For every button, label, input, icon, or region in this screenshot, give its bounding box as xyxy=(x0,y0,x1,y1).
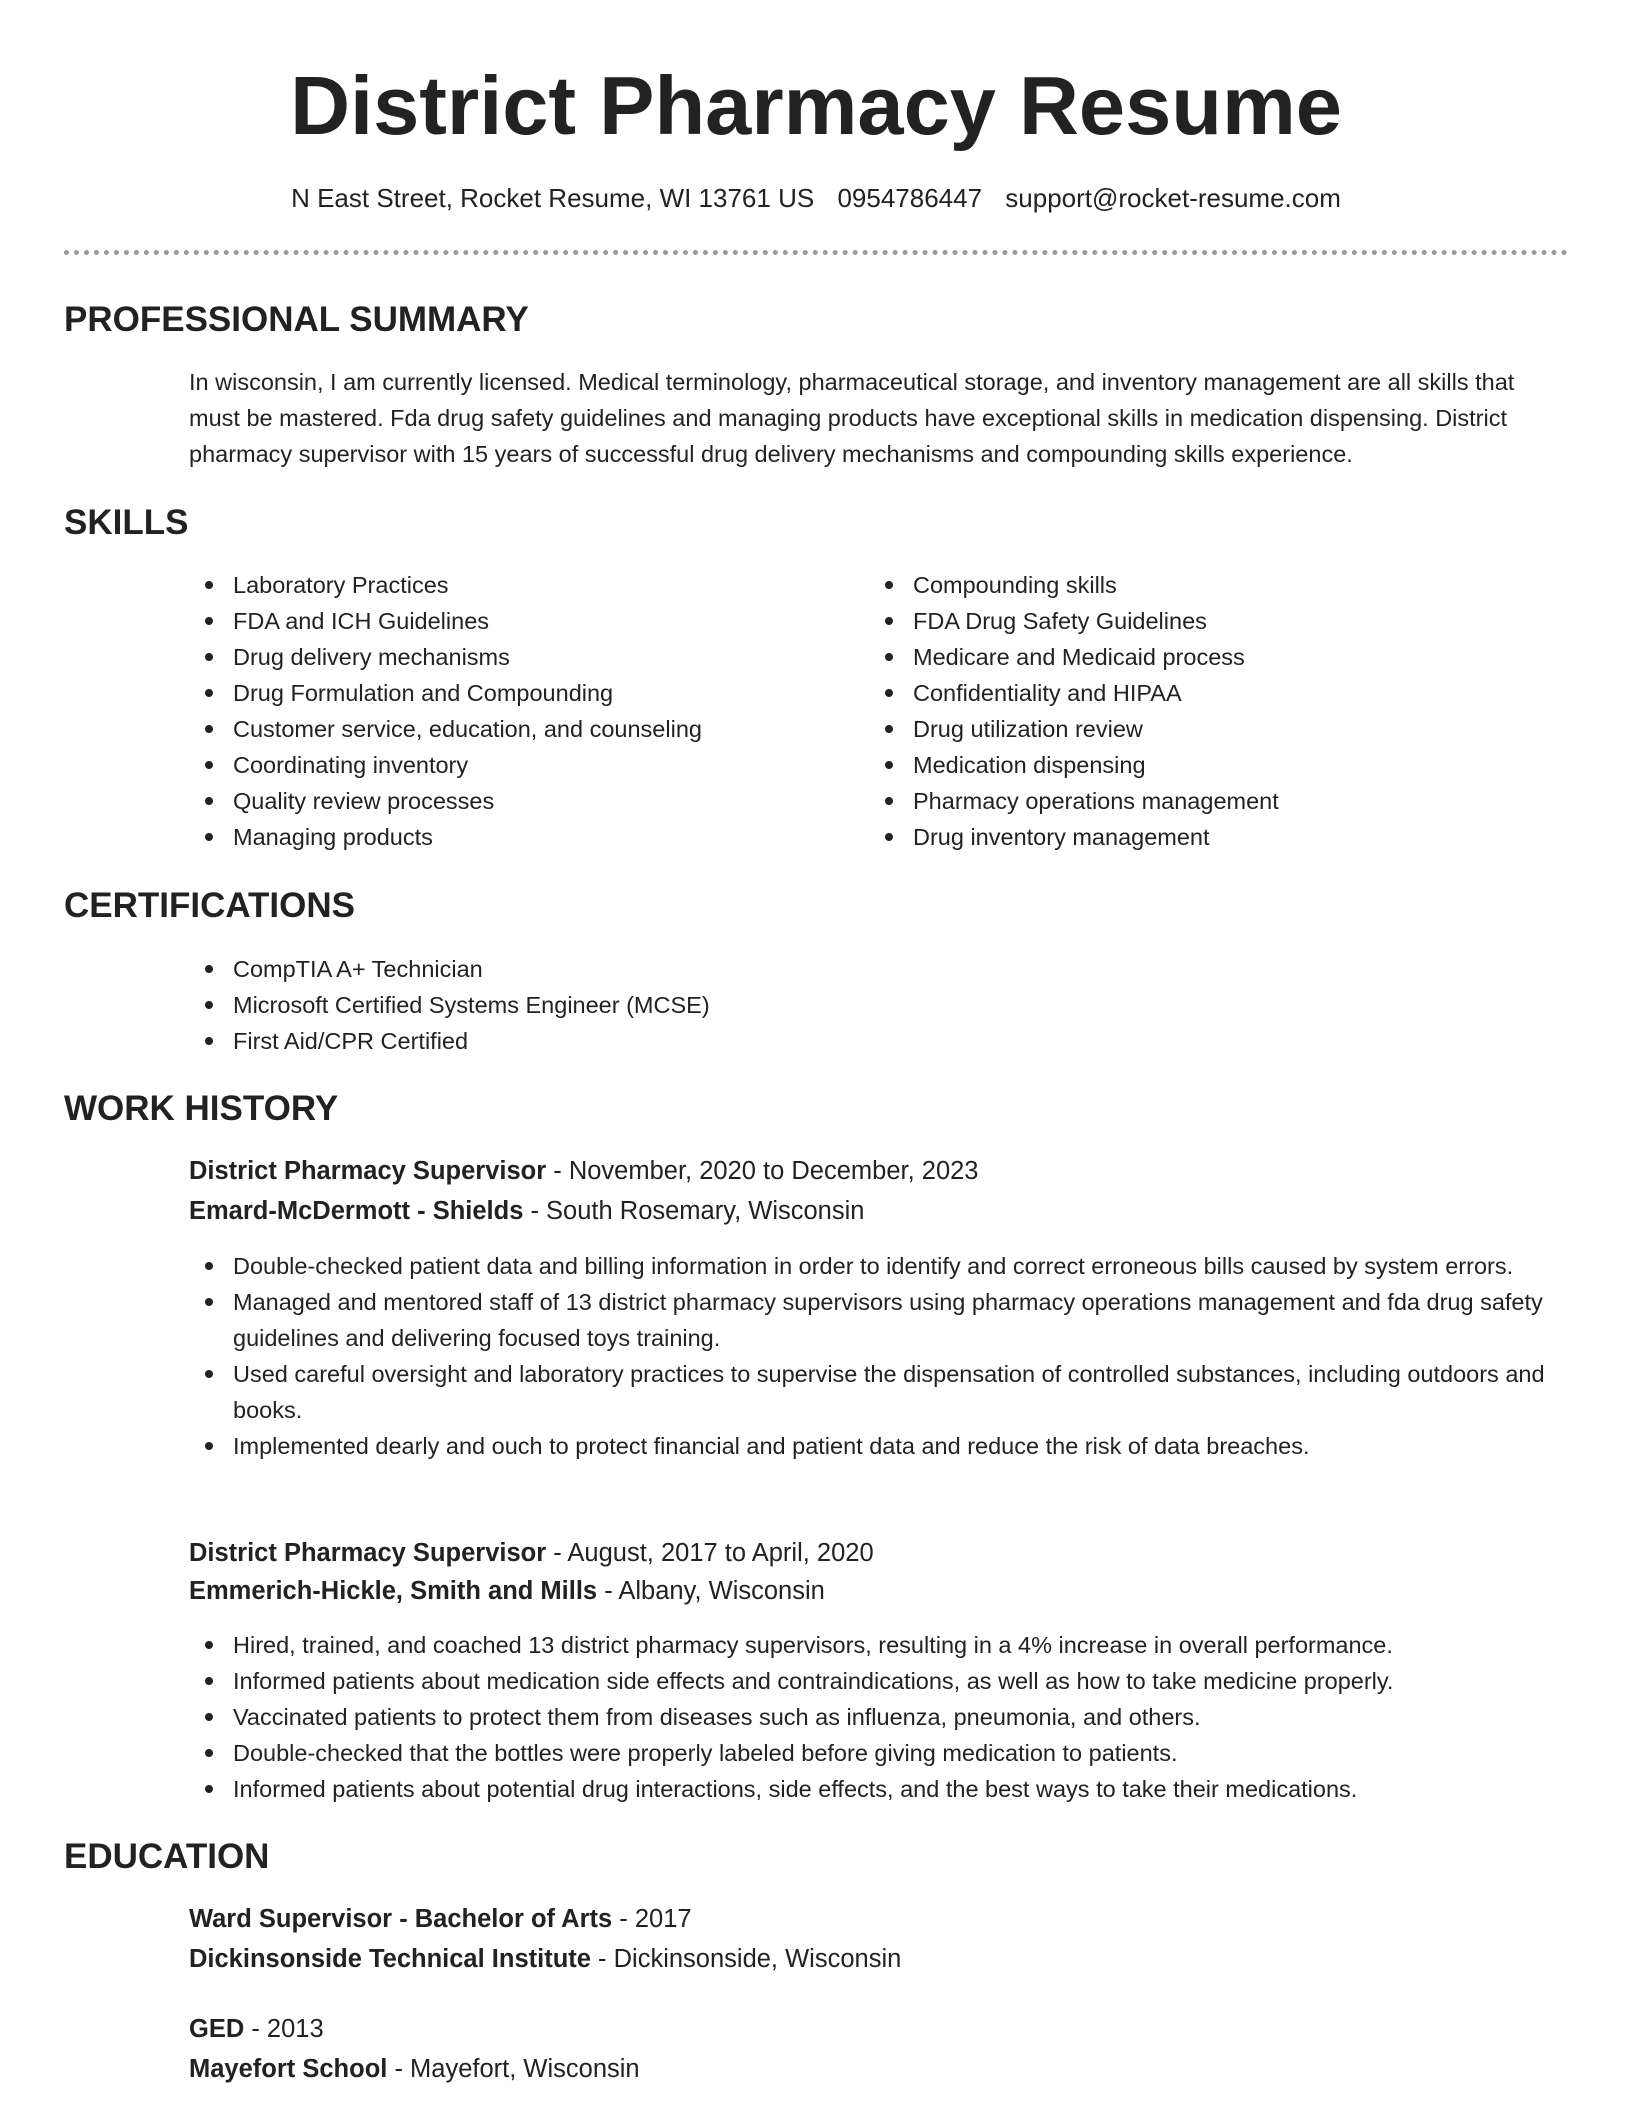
skill-item: Confidentiality and HIPAA xyxy=(869,675,1529,711)
skill-item: Coordinating inventory xyxy=(189,747,809,783)
job-dates: - August, 2017 to April, 2020 xyxy=(546,1539,874,1567)
skill-item: Drug utilization review xyxy=(869,711,1529,747)
skill-item: Pharmacy operations management xyxy=(869,783,1529,819)
job-bullet: Double-checked patient data and billing information in order to identify and correct erroneous bills caused by system errors. xyxy=(189,1248,1569,1284)
job-bullet: Implemented dearly and ouch to protect financial and patient data and reduce the risk of data breaches. xyxy=(189,1428,1569,1464)
skill-item: Medicare and Medicaid process xyxy=(869,639,1529,675)
job-bullet: Informed patients about potential drug interactions, side effects, and the best ways to take their medications. xyxy=(189,1771,1569,1807)
skill-item: Compounding skills xyxy=(869,567,1529,603)
header-divider xyxy=(64,250,1568,255)
education-school-line xyxy=(189,2051,640,2087)
job-bullet: Vaccinated patients to protect them from diseases such as influenza, pneumonia, and others. xyxy=(189,1699,1569,1735)
job-title-line xyxy=(189,1153,979,1189)
certification-item: Microsoft Certified Systems Engineer (MCSE) xyxy=(189,987,1189,1023)
skill-item: Laboratory Practices xyxy=(189,567,809,603)
contact-line xyxy=(0,180,1632,216)
education-location: - Dickinsonside, Wisconsin xyxy=(590,1945,902,1973)
skill-item: Quality review processes xyxy=(189,783,809,819)
job-company-line xyxy=(189,1193,864,1229)
certification-item: CompTIA A+ Technician xyxy=(189,951,1189,987)
job-bullet: Managed and mentored staff of 13 district pharmacy supervisors using pharmacy operations management and fda drug safety guidelines and delivering focused toys training. xyxy=(189,1284,1569,1356)
job-title: District Pharmacy Supervisor xyxy=(189,1539,547,1567)
skills-list-right xyxy=(869,567,1529,855)
page-title: District Pharmacy Resume xyxy=(290,59,1342,152)
skill-item: Drug Formulation and Compounding xyxy=(189,675,809,711)
skills-heading: SKILLS xyxy=(64,503,189,542)
job-location: - Albany, Wisconsin xyxy=(597,1577,825,1605)
job-bullet: Hired, trained, and coached 13 district pharmacy supervisors, resulting in a 4% increase in overall performance. xyxy=(189,1627,1569,1663)
job-bullet: Used careful oversight and laboratory practices to supervise the dispensation of controlled substances, including outdoors and books. xyxy=(189,1356,1569,1428)
education-location: - Mayefort, Wisconsin xyxy=(387,2055,640,2083)
certifications-list xyxy=(189,951,1189,1059)
job-location: - South Rosemary, Wisconsin xyxy=(523,1197,865,1225)
phone-text: 0954786447 xyxy=(837,183,983,213)
work-history-heading: WORK HISTORY xyxy=(64,1089,339,1128)
skill-item: Managing products xyxy=(189,819,809,855)
email-text: support@rocket-resume.com xyxy=(1005,183,1341,213)
job-title: District Pharmacy Supervisor xyxy=(189,1157,547,1185)
job-bullet: Double-checked that the bottles were properly labeled before giving medication to patients. xyxy=(189,1735,1569,1771)
education-school: Mayefort School xyxy=(189,2055,388,2083)
education-school-line xyxy=(189,1941,901,1977)
job-title-line xyxy=(189,1535,874,1571)
education-year: - 2013 xyxy=(244,2015,324,2043)
education-school: Dickinsonside Technical Institute xyxy=(189,1945,591,1973)
job-bullets xyxy=(189,1627,1569,1807)
skill-item: Customer service, education, and counseling xyxy=(189,711,809,747)
address-text: N East Street, Rocket Resume, WI 13761 US xyxy=(291,183,815,213)
certifications-heading: CERTIFICATIONS xyxy=(64,886,356,925)
education-degree: Ward Supervisor - Bachelor of Arts xyxy=(189,1905,613,1933)
certification-item: First Aid/CPR Certified xyxy=(189,1023,1189,1059)
skill-item: Medication dispensing xyxy=(869,747,1529,783)
education-year: - 2017 xyxy=(612,1905,692,1933)
summary-text: In wisconsin, I am currently licensed. Medical terminology, pharmaceutical storage, and inventory management are all skills that must be mastered. Fda drug safety guidelines and managing products have exceptional skills in medication dispensing. District pharmacy supervisor with 15 years of successful drug delivery mechanisms and compounding skills experience. xyxy=(189,369,1515,467)
job-company: Emard-McDermott - Shields xyxy=(189,1197,524,1225)
education-heading: EDUCATION xyxy=(64,1837,270,1876)
summary-heading: PROFESSIONAL SUMMARY xyxy=(64,300,529,339)
skill-item: FDA and ICH Guidelines xyxy=(189,603,809,639)
education-degree-line xyxy=(189,2011,324,2047)
education-degree: GED xyxy=(189,2015,245,2043)
job-bullets xyxy=(189,1248,1569,1464)
job-company-line xyxy=(189,1573,825,1609)
skill-item: FDA Drug Safety Guidelines xyxy=(869,603,1529,639)
skill-item: Drug inventory management xyxy=(869,819,1529,855)
education-degree-line xyxy=(189,1901,692,1937)
job-bullet: Informed patients about medication side effects and contraindications, as well as how to take medicine properly. xyxy=(189,1663,1569,1699)
job-dates: - November, 2020 to December, 2023 xyxy=(546,1157,979,1185)
job-company: Emmerich-Hickle, Smith and Mills xyxy=(189,1577,598,1605)
skill-item: Drug delivery mechanisms xyxy=(189,639,809,675)
skills-list-left xyxy=(189,567,809,855)
